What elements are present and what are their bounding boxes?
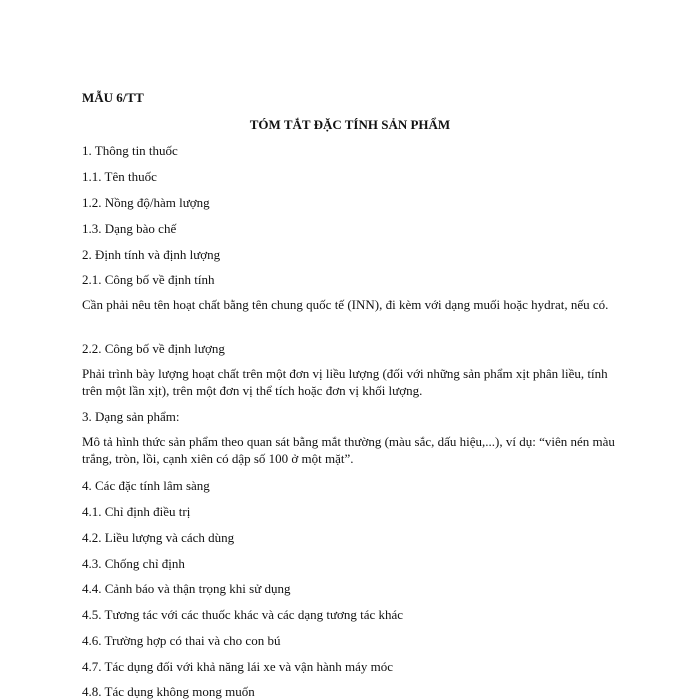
form-code: MẪU 6/TT xyxy=(82,90,144,105)
section-heading-3: 3. Dạng sản phẩm: xyxy=(82,409,180,424)
subsection-4-4: 4.4. Cảnh báo và thận trọng khi sử dụng xyxy=(82,581,291,596)
subsection-4-8: 4.8. Tác dụng không mong muốn xyxy=(82,684,255,699)
subsection-2-1: 2.1. Công bố về định tính xyxy=(82,272,215,287)
subsection-4-6: 4.6. Trường hợp có thai và cho con bú xyxy=(82,633,281,648)
document-title: TÓM TẮT ĐẶC TÍNH SẢN PHẨM xyxy=(249,117,451,132)
paragraph-3: Mô tả hình thức sản phẩm theo quan sát bằng mắt thường (màu sắc, dấu hiệu,...), ví dụ: “viên nén màu trắng, tròn, lồi, cạnh xiên có dập số 100 ở một mặt”. xyxy=(82,434,615,466)
subsection-1-2: 1.2. Nồng độ/hàm lượng xyxy=(82,195,210,210)
paragraph-2-2: Phải trình bày lượng hoạt chất trên một đơn vị liều lượng (đối với những sản phẩm xịt phân liều, tính trên một lần xịt), trên một đơn vị thể tích hoặc đơn vị khối lượng. xyxy=(82,366,608,398)
section-heading-4: 4. Các đặc tính lâm sàng xyxy=(82,478,210,493)
section-heading-1: 1. Thông tin thuốc xyxy=(82,143,178,158)
subsection-4-1: 4.1. Chỉ định điều trị xyxy=(82,504,191,519)
subsection-4-5: 4.5. Tương tác với các thuốc khác và các dạng tương tác khác xyxy=(82,607,404,622)
paragraph-2-1: Cần phải nêu tên hoạt chất bằng tên chung quốc tế (INN), đi kèm với dạng muối hoặc hydrat, nếu có. xyxy=(82,297,609,312)
subsection-1-3: 1.3. Dạng bào chế xyxy=(82,221,177,236)
subsection-4-7: 4.7. Tác dụng đối với khả năng lái xe và vận hành máy móc xyxy=(82,659,393,674)
section-heading-2: 2. Định tính và định lượng xyxy=(82,247,221,262)
subsection-4-3: 4.3. Chống chỉ định xyxy=(82,556,185,571)
subsection-1-1: 1.1. Tên thuốc xyxy=(82,169,157,184)
subsection-2-2: 2.2. Công bố về định lượng xyxy=(82,341,225,356)
subsection-4-2: 4.2. Liều lượng và cách dùng xyxy=(82,530,235,545)
